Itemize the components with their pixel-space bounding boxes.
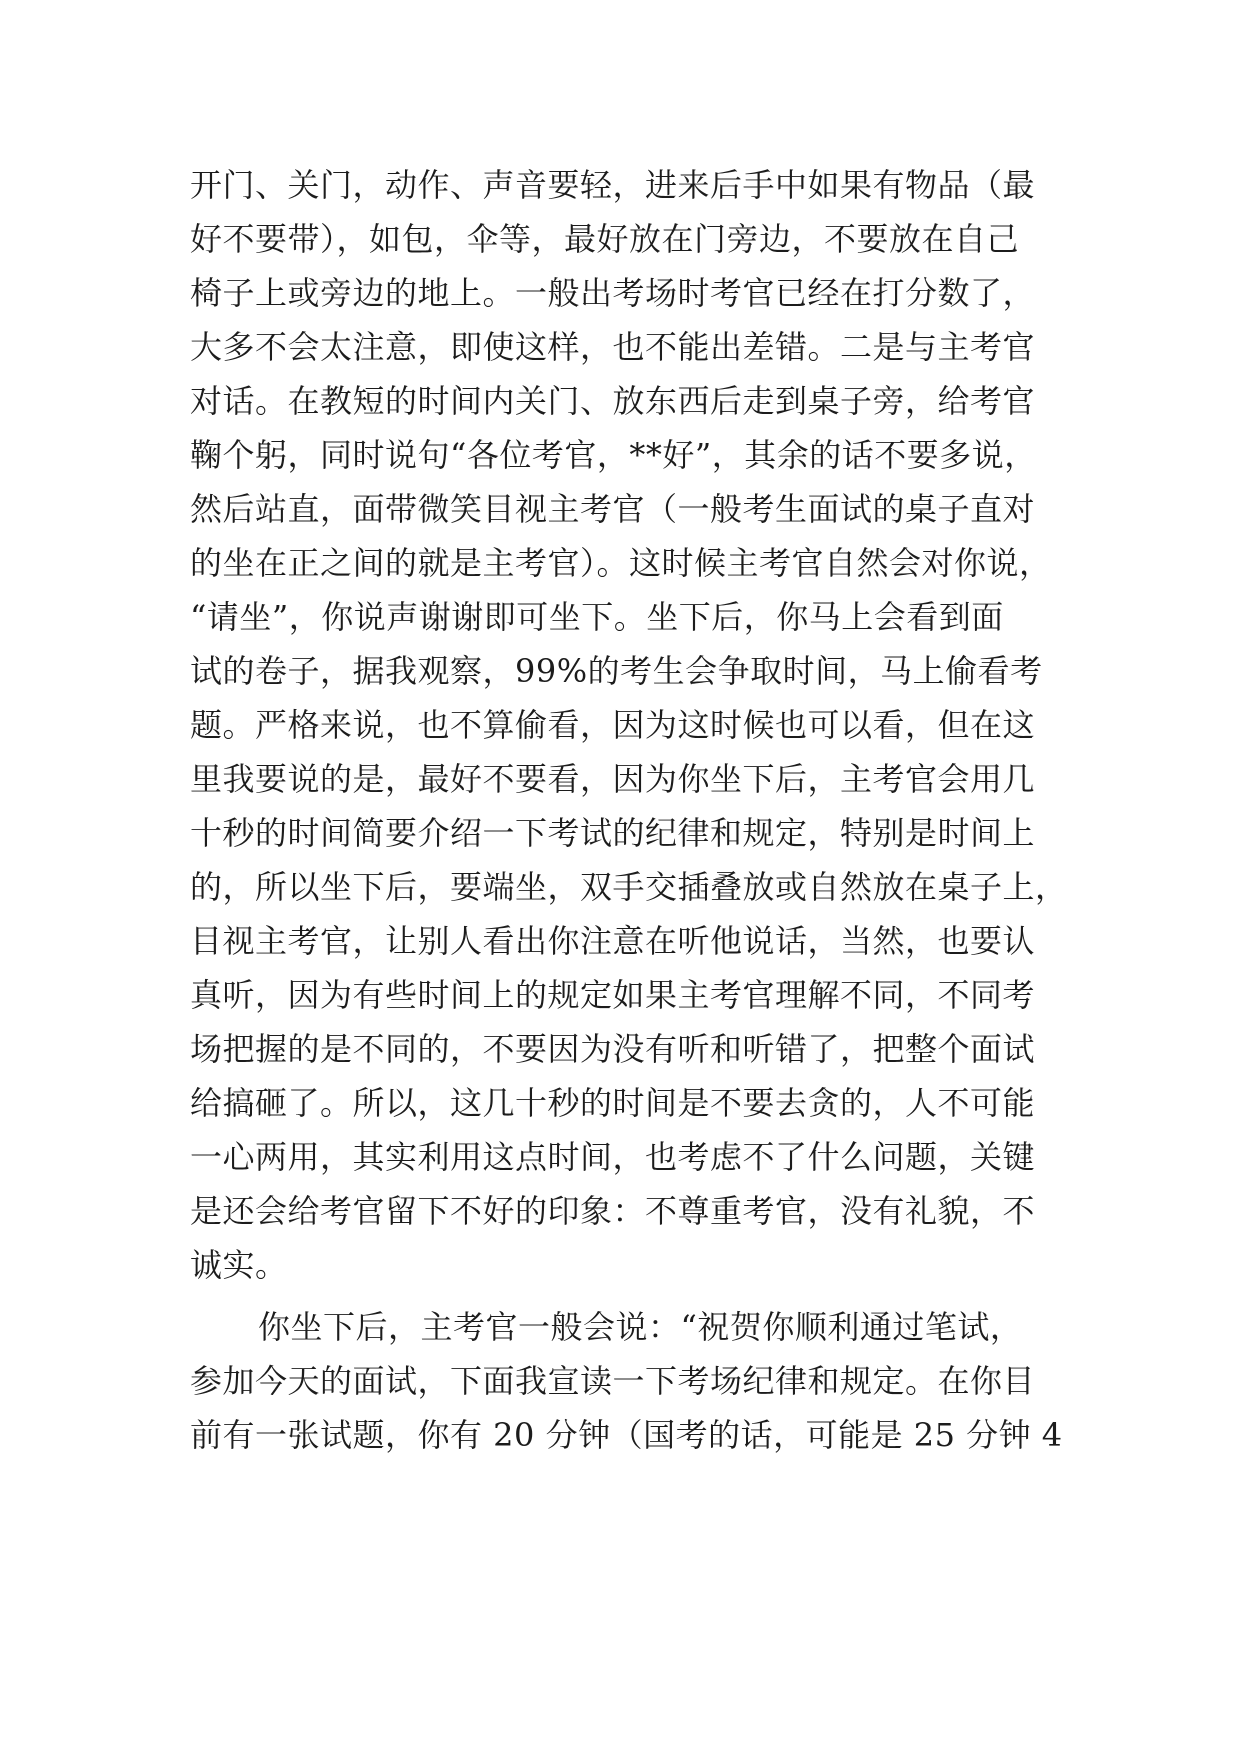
text-line: 一心两用，其实利用这点时间，也考虑不了什么问题，关键 xyxy=(190,1138,1036,1176)
text-line: 椅子上或旁边的地上。一般出考场时考官已经在打分数了， xyxy=(190,274,1036,312)
text-line: 场把握的是不同的，不要因为没有听和听错了，把整个面试 xyxy=(190,1030,1036,1068)
text-line: 的，所以坐下后，要端坐，双手交插叠放或自然放在桌子上， xyxy=(190,868,1068,906)
text-line: 真听，因为有些时间上的规定如果主考官理解不同，不同考 xyxy=(190,976,1036,1014)
text-line: 参加今天的面试，下面我宣读一下考场纪律和规定。在你目 xyxy=(190,1362,1036,1400)
text-line: 给搞砸了。所以，这几十秒的时间是不要去贪的，人不可能 xyxy=(190,1084,1036,1122)
text-line: 的坐在正之间的就是主考官）。这时候主考官自然会对你说， xyxy=(190,544,1052,582)
text-line: 诚实。 xyxy=(190,1246,288,1284)
text-line: 前有一张试题，你有 20 分钟（国考的话，可能是 25 分钟 4 xyxy=(190,1416,1063,1454)
text-line: 开门、关门，动作、声音要轻，进来后手中如果有物品（最 xyxy=(190,166,1036,204)
paragraph-1 xyxy=(190,158,1090,1292)
text-line: “请坐”，你说声谢谢即可坐下。坐下后，你马上会看到面 xyxy=(190,598,1004,636)
text-line: 大多不会太注意，即使这样，也不能出差错。二是与主考官 xyxy=(190,328,1036,366)
text-line: 题。严格来说，也不算偷看，因为这时候也可以看，但在这 xyxy=(190,706,1036,744)
text-line: 目视主考官，让别人看出你注意在听他说话，当然，也要认 xyxy=(190,922,1036,960)
body-text xyxy=(190,158,1090,1462)
text-line: 鞠个躬，同时说句“各位考官，**好”，其余的话不要多说， xyxy=(190,436,1037,474)
text-line: 十秒的时间简要介绍一下考试的纪律和规定，特别是时间上 xyxy=(190,814,1036,852)
text-line: 试的卷子，据我观察，99%的考生会争取时间，马上偷看考 xyxy=(190,652,1043,690)
text-line: 对话。在教短的时间内关门、放东西后走到桌子旁，给考官 xyxy=(190,382,1036,420)
text-line: 里我要说的是，最好不要看，因为你坐下后，主考官会用几 xyxy=(190,760,1036,798)
text-line: 是还会给考官留下不好的印象：不尊重考官，没有礼貌，不 xyxy=(190,1192,1036,1230)
text-line: 你坐下后，主考官一般会说：“祝贺你顺利通过笔试， xyxy=(258,1308,1023,1346)
text-line: 然后站直，面带微笑目视主考官（一般考生面试的桌子直对 xyxy=(190,490,1036,528)
paragraph-gap xyxy=(190,1292,1090,1300)
text-line: 好不要带），如包，伞等，最好放在门旁边，不要放在自己 xyxy=(190,220,1020,258)
paragraph-2 xyxy=(190,1300,1090,1462)
